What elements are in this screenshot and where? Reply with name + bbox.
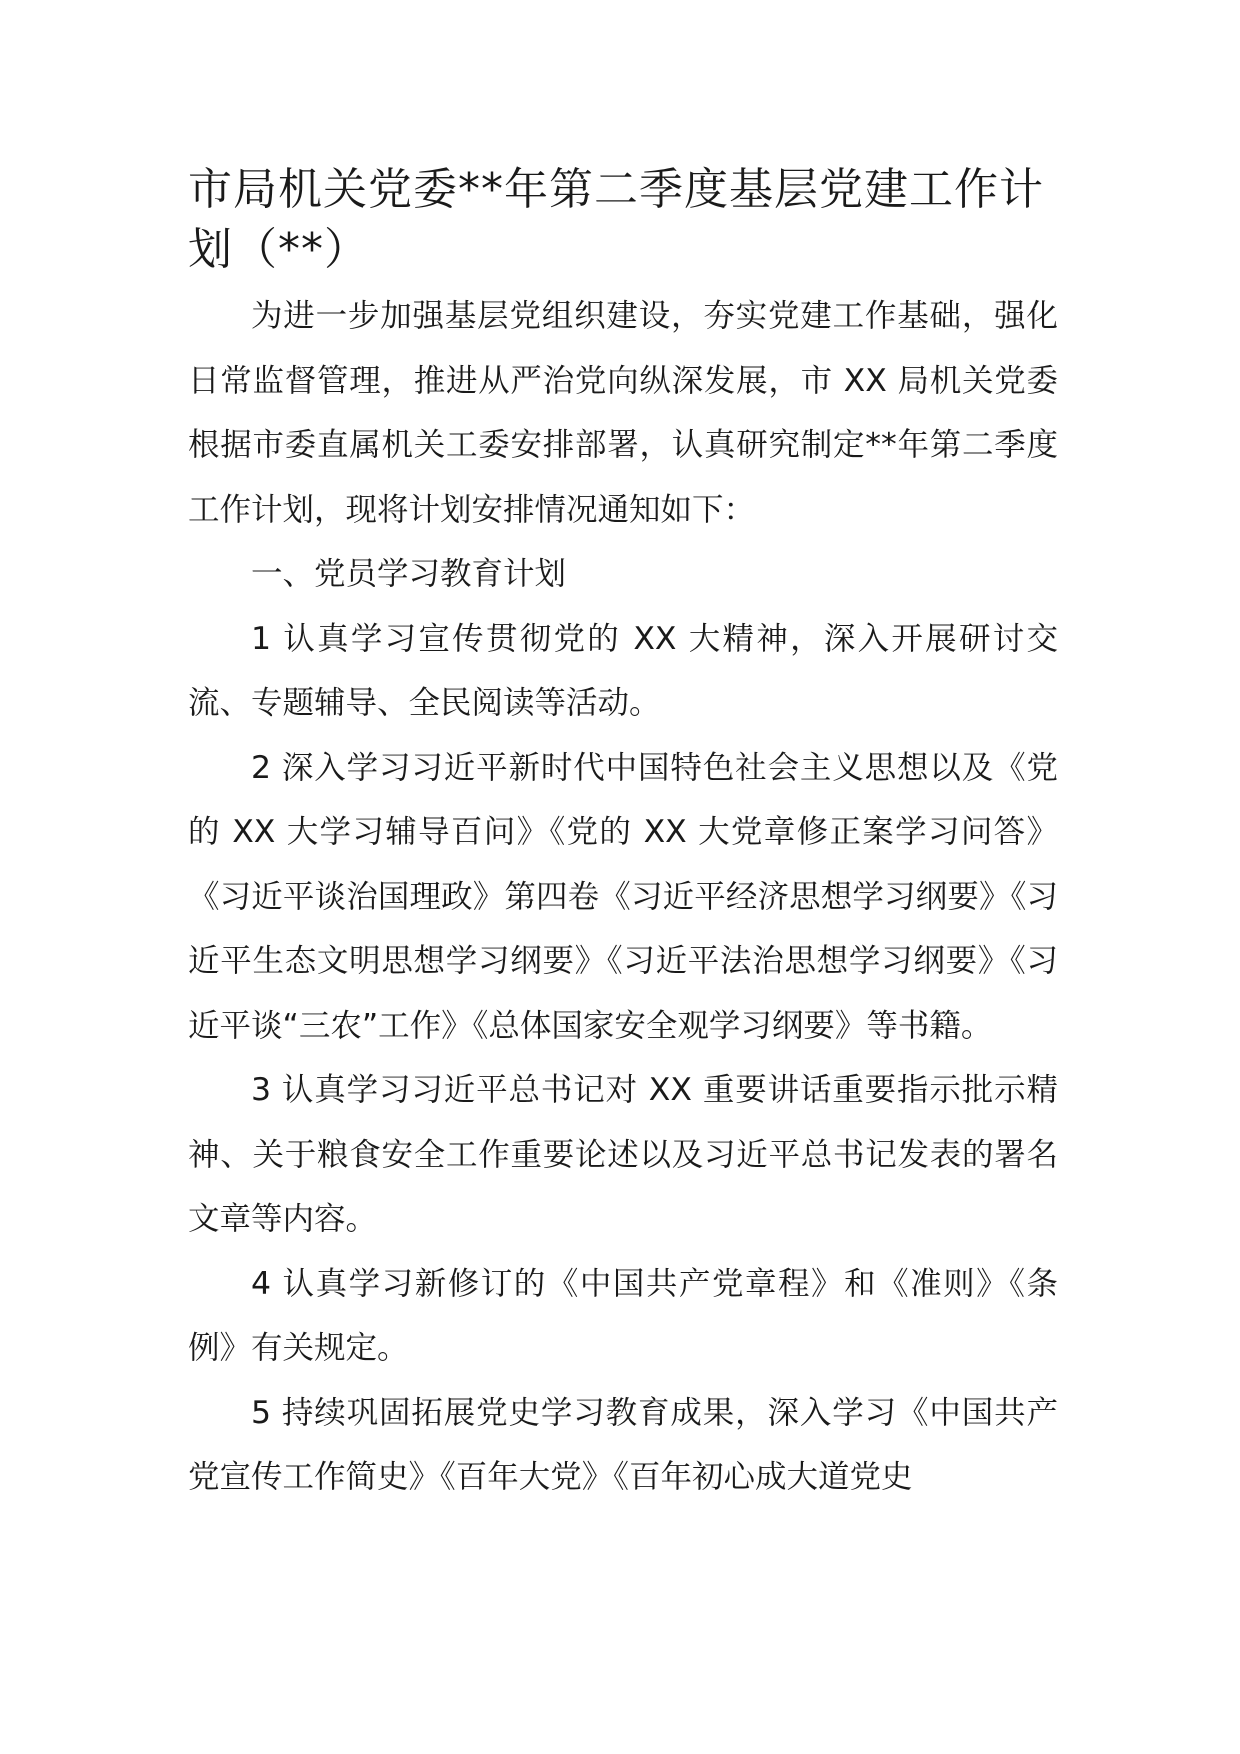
list-item-1: 1 认真学习宣传贯彻党的 XX 大精神，深入开展研讨交流、专题辅导、全民阅读等活动。 [188,620,1058,721]
document-title: 市局机关党委**年第二季度基层党建工作计划（**） [188,164,1044,275]
list-item-2: 2 深入学习习近平新时代中国特色社会主义思想以及《党的 XX 大学习辅导百问》《党的 XX 大党章修正案学习问答》《习近平谈治国理政》第四卷《习近平经济思想学习纲要》《习近平生态文明思想学习纲要》《习近平法治思想学习纲要》《习近平谈“三农”工作》《总体国家安全观学习纲要》等书籍。 [188,749,1058,1044]
list-item-5: 5 持续巩固拓展党史学习教育成果，深入学习《中国共产党宣传工作简史》《百年大党》《百年初心成大道党史 [188,1394,1058,1495]
document-page [188,160,1058,1510]
section-heading: 一、党员学习教育计划 [251,556,567,592]
list-item-3: 3 认真学习习近平总书记对 XX 重要讲话重要指示批示精神、关于粮食安全工作重要论述以及习近平总书记发表的署名文章等内容。 [188,1072,1058,1237]
list-item-4: 4 认真学习新修订的《中国共产党章程》和《准则》《条例》有关规定。 [188,1265,1058,1366]
intro-paragraph: 为进一步加强基层党组织建设，夯实党建工作基础，强化日常监督管理，推进从严治党向纵深发展，市 XX 局机关党委根据市委直属机关工委安排部署，认真研究制定**年第二季度工作计划，现将计划安排情况通知如下： [188,298,1058,528]
